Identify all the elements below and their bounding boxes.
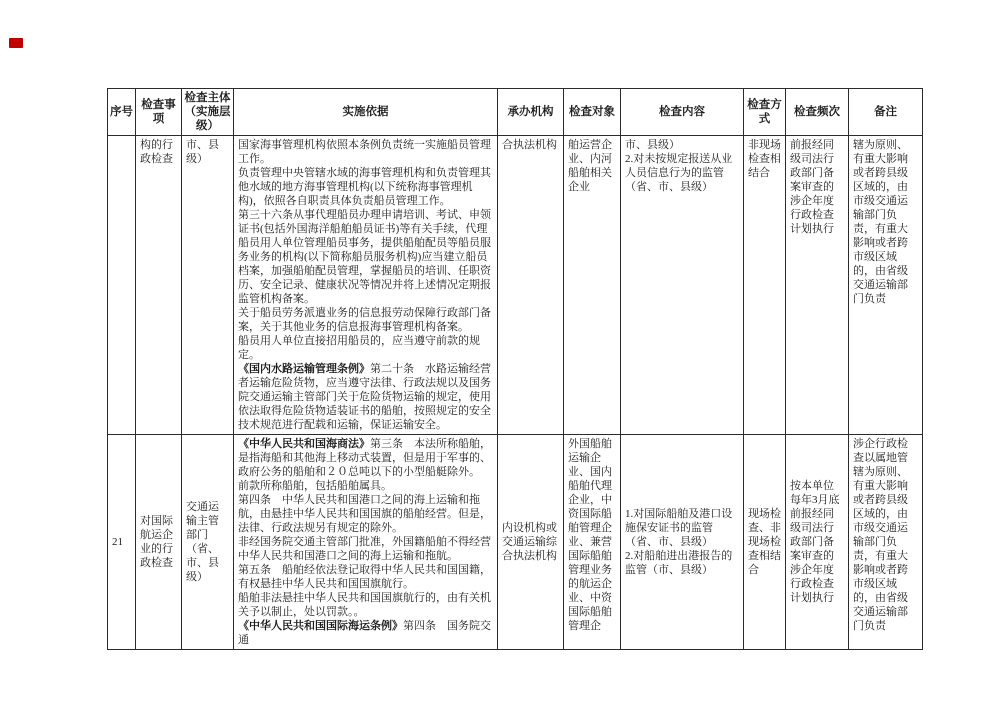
header-agency: 承办机构	[498, 89, 564, 136]
header-row	[108, 89, 923, 136]
cell-agency: 内设机构或交通运输综合执法机构	[498, 435, 564, 650]
cell-frequency: 按本单位每年3月底前报经同级司法行政部门备案审查的涉企年度行政检查计划执行	[786, 435, 849, 650]
cell-target: 舶运营企业、内河船舶相关企业	[564, 136, 621, 435]
cell-item: 对国际航运企业的行政检查	[136, 435, 182, 650]
cell-content: 市、县级） 2.对未按规定报送从业人员信息行为的监管（省、市、县级）	[621, 136, 744, 435]
cell-method: 现场检查、非现场检查相结合	[744, 435, 786, 650]
header-frequency: 检查频次	[786, 89, 849, 136]
header-target: 检查对象	[564, 89, 621, 136]
cell-basis: 国家海事管理机构依照本条例负责统一实施船员管理工作。 负责管理中央管辖水域的海事管理机构和负责管理其他水域的地方海事管理机构(以下统称海事管理机构)，依照各自职责具体负责船员管理工作。 第三十六条从事代理船员办理申请培训、考试、申领证书(包括外国海洋船舶船员证书)等有关手续，代理船员用人单位管理船员事务，提供船舶配员等船员服务业务的机构(以下简称船员服务机构)应当建立船员档案，加强船舶配员管理，掌握船员的培训、任职资历、安全记录、健康状况等情况并将上述情况定期报监管机构备案。 关于船员劳务派遣业务的信息报劳动保障行政部门备案，关于其他业务的信息报海事管理机构备案。 船员用人单位直接招用船员的，应当遵守前款的规定。 《国内水路运输管理条例》第二十条 水路运输经营者运输危险货物，应当遵守法律、行政法规以及国务院交通运输主管部门关于危险货物运输的规定，使用依法取得危险货物适装证书的船舶，按照规定的安全技术规范进行配载和运输，保证运输安全。	[234, 136, 498, 435]
header-item: 检查事项	[136, 89, 182, 136]
header-seq: 序号	[108, 89, 136, 136]
cell-target: 外国船舶运输企业、国内船舶代理企业，中资国际船舶管理企业、兼营国际船舶管理业务的航运企业、中资国际船舶管理企	[564, 435, 621, 650]
table-row-continued	[108, 136, 923, 435]
cell-subject: 市、县级）	[182, 136, 234, 435]
cell-seq	[108, 136, 136, 435]
cell-item: 构的行政检查	[136, 136, 182, 435]
header-basis: 实施依据	[234, 89, 498, 136]
cell-agency: 合执法机构	[498, 136, 564, 435]
cell-method: 非现场检查相结合	[744, 136, 786, 435]
red-marker	[9, 38, 23, 48]
cell-note: 辖为原则、有重大影响或者跨县级区域的，由市级交通运输部门负责，有重大影响或者跨市级区域的，由省级交通运输部门负责	[849, 136, 923, 435]
cell-content: 1.对国际船舶及港口设施保安证书的监管（省、市、县级） 2.对船舶进出港报告的监管（市、县级）	[621, 435, 744, 650]
cell-basis: 《中华人民共和国海商法》第三条 本法所称船舶，是指海船和其他海上移动式装置，但是用于军事的、政府公务的船舶和２０总吨以下的小型船艇除外。 前款所称船舶，包括船舶属具。 第四条 中华人民共和国港口之间的海上运输和拖航，由悬挂中华人民共和国国旗的船舶经营。但是，法律、行政法规另有规定的除外。 非经国务院交通主管部门批准，外国籍船舶不得经营中华人民共和国港口之间的海上运输和拖航。 第五条 船舶经依法登记取得中华人民共和国国籍，有权悬挂中华人民共和国国旗航行。 船舶非法悬挂中华人民共和国国旗航行的，由有关机关予以制止，处以罚款。。 《中华人民共和国国际海运条例》第四条 国务院交通	[234, 435, 498, 650]
header-content: 检查内容	[621, 89, 744, 136]
header-subject: 检查主体（实施层级）	[182, 89, 234, 136]
cell-seq: 21	[108, 435, 136, 650]
cell-note: 涉企行政检查以属地管辖为原则、有重大影响或者跨县级区域的，由市级交通运输部门负责，有重大影响或者跨市级区域的，由省级交通运输部门负责	[849, 435, 923, 650]
header-method: 检查方式	[744, 89, 786, 136]
table-row-21	[108, 435, 923, 650]
cell-subject: 交通运输主管部门（省、市、县级）	[182, 435, 234, 650]
header-note: 备注	[849, 89, 923, 136]
cell-frequency: 前报经同级司法行政部门备案审查的涉企年度行政检查计划执行	[786, 136, 849, 435]
inspection-table	[107, 88, 923, 650]
